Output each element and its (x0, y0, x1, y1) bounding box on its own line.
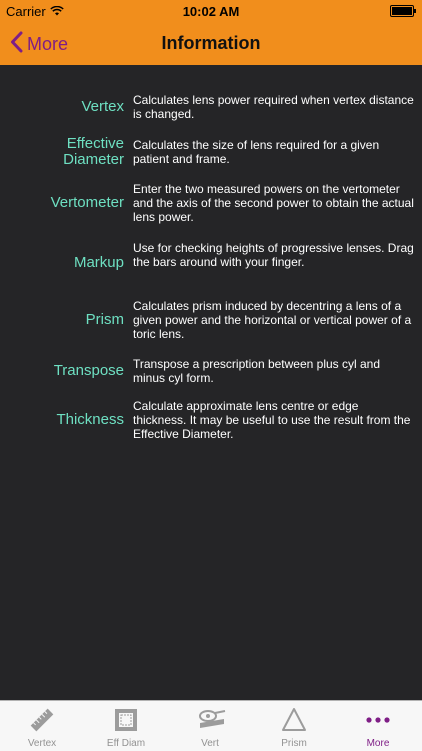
tab-bar (0, 700, 422, 751)
info-label: Vertometer (50, 194, 124, 211)
tab-vertex[interactable] (0, 701, 84, 751)
information-list (0, 65, 422, 700)
info-label: Vertex (81, 98, 124, 115)
tab-more[interactable] (336, 701, 420, 751)
tab-eff-diam[interactable] (84, 701, 168, 751)
tab-vert[interactable] (168, 701, 252, 751)
triangle-icon (281, 707, 307, 733)
info-description: Calculates the size of lens required for a given patient and frame. (133, 138, 380, 166)
info-label: Transpose (53, 362, 124, 379)
more-dots-icon (365, 707, 391, 733)
info-label: Thickness (56, 411, 124, 428)
info-label: Prism (85, 311, 124, 328)
status-bar (0, 0, 422, 22)
info-label: Markup (73, 254, 124, 271)
tab-label: Vert (201, 738, 219, 749)
info-description: Transpose a prescription between plus cyl and minus cyl form. (133, 357, 381, 385)
battery-icon (390, 5, 414, 17)
tab-prism[interactable] (252, 701, 336, 751)
vertometer-icon (197, 707, 223, 733)
info-description: Enter the two measured powers on the vertometer and the axis of the second power to obtain the actual lens power. (133, 182, 414, 224)
carrier-label: Carrier (6, 4, 46, 19)
navigation-bar (0, 0, 422, 65)
page-title: Information (161, 33, 261, 53)
back-button-label: More (27, 33, 69, 54)
info-description: Use for checking heights of progressive lenses. Drag the bars around with your finger. (133, 241, 414, 269)
info-description: Calculates prism induced by decentring a lens of a given power and the horizontal or vertical power of a toric lens. (133, 299, 412, 341)
tab-label: Eff Diam (106, 738, 146, 749)
clock: 10:02 AM (182, 4, 240, 19)
info-description: Calculate approximate lens centre or edge thickness. It may be useful to use the result from the Effective Diameter. (133, 399, 411, 441)
tab-label: Vertex (27, 738, 57, 749)
ruler-icon (29, 707, 55, 733)
info-label: Effective Diameter (63, 135, 124, 168)
frame-icon (113, 707, 139, 733)
info-description: Calculates lens power required when vertex distance is changed. (133, 93, 414, 121)
tab-label: More (366, 738, 390, 749)
tab-label: Prism (281, 738, 307, 749)
